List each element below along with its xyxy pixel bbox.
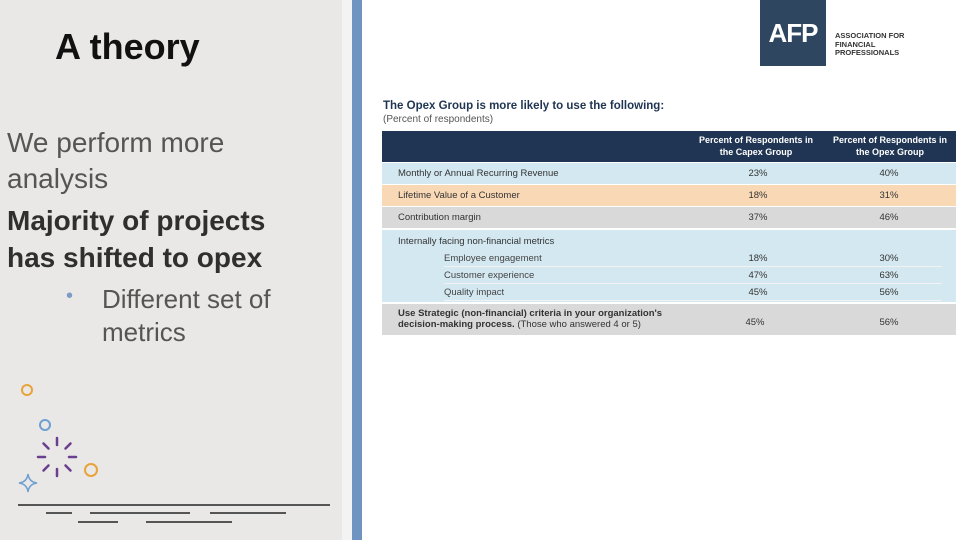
circle-decoration <box>21 384 33 396</box>
table-row: Contribution margin 37% 46% <box>382 207 956 228</box>
body-line-3: Majority of projects <box>7 205 266 236</box>
column-header-opex: Percent of Respondents in the Opex Group <box>832 135 948 157</box>
circle-decoration <box>39 419 51 431</box>
bullet-text: Different set of metrics <box>102 284 271 347</box>
body-line-2: analysis <box>7 163 109 194</box>
slide-title: A theory <box>55 26 200 67</box>
column-header-capex: Percent of Respondents in the Capex Group <box>698 135 814 157</box>
table-row: Customer experience 47% 63% <box>382 267 956 284</box>
decorative-line <box>18 504 330 506</box>
body-line-4: has shifted to opex <box>7 242 263 273</box>
sparkle-icon <box>18 473 38 493</box>
table-row: Lifetime Value of a Customer 18% 31% <box>382 185 956 206</box>
table-row-strategic: Use Strategic (non-financial) criteria in your organization's decision-making process. (Those who answered 4 or 5) 45% 56% <box>382 304 956 335</box>
bullet-marker: • <box>66 285 74 307</box>
table-row: Quality impact 45% 56% <box>382 284 956 301</box>
table-subheading: (Percent of respondents) <box>383 114 494 125</box>
decorative-line <box>46 512 72 514</box>
sunburst-icon <box>36 436 78 478</box>
table-header <box>382 131 956 162</box>
circle-decoration <box>84 463 98 477</box>
table-heading: The Opex Group is more likely to use the following: <box>383 100 665 112</box>
table-row: Employee engagement 18% 30% <box>382 250 956 267</box>
decorative-line <box>146 521 232 523</box>
logo-text: ASSOCIATION FOR FINANCIAL PROFESSIONALS <box>835 31 905 57</box>
afp-logo: AFP <box>760 0 826 66</box>
table-row: Monthly or Annual Recurring Revenue 23% 40% <box>382 163 956 184</box>
body-line-1: We perform more <box>7 127 225 158</box>
divider <box>342 0 352 540</box>
decorative-line <box>90 512 190 514</box>
accent-bar <box>352 0 362 540</box>
decorative-line <box>210 512 286 514</box>
table-row-group: Internally facing non-financial metrics Employee engagement 18% 30% Customer experience 47% 63% Quality impact 45% 56% <box>382 230 956 302</box>
decorative-line <box>78 521 118 523</box>
